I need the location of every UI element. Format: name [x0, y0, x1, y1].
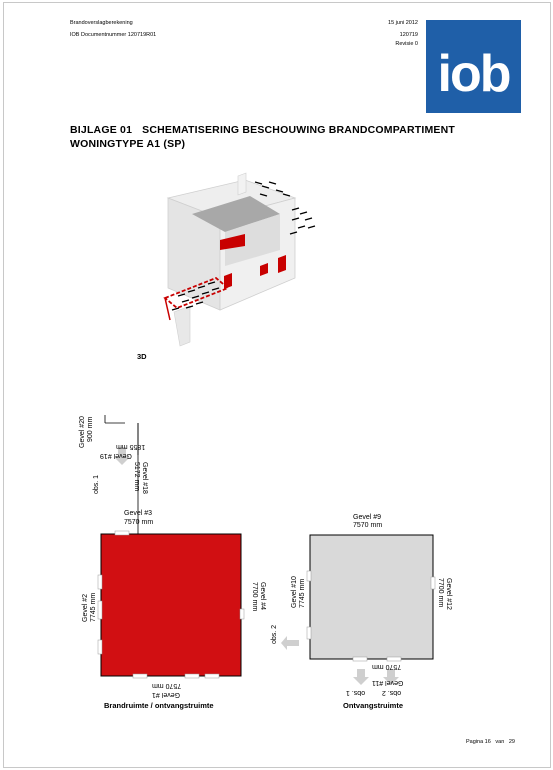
- gevel18-dim: 5172 mm: [133, 462, 140, 492]
- header-revision: Revisie 0: [395, 41, 418, 47]
- gevel11-dim: 7570 mm: [372, 663, 402, 670]
- gevel20-label: Gevel #20: [79, 416, 86, 448]
- gevel3-label: Gevel #3: [124, 510, 153, 517]
- header-project-number: 120719: [399, 32, 418, 38]
- plan-left-caption: Brandruimte / ontvangstruimte: [104, 701, 214, 710]
- obs2-side-label: obs. 2: [271, 624, 278, 644]
- gevel20-dim: 900 mm: [87, 416, 94, 442]
- plan-left-drawing: [85, 395, 265, 695]
- gevel12-label: Gevel #12: [445, 578, 452, 610]
- gevel19-label: Gevel #19: [100, 452, 132, 459]
- gevel4-dim: 7700 mm: [251, 582, 258, 612]
- 3d-view-illustration: [150, 170, 325, 355]
- page-footer: Pagina 16 van 29: [466, 739, 515, 745]
- obs1-left-label: obs. 1: [93, 474, 100, 494]
- gevel19-dim: 1855 mm: [116, 443, 146, 450]
- plan-right-drawing: [275, 525, 445, 710]
- gevel3-dim: 7570 mm: [124, 519, 154, 526]
- gevel10-label: Gevel #10: [291, 576, 298, 608]
- iob-logo: iob: [426, 20, 521, 113]
- gevel9-dim: 7570 mm: [353, 522, 383, 529]
- gevel12-dim: 7700 mm: [437, 578, 444, 608]
- gevel9-label: Gevel #9: [353, 514, 382, 521]
- header-date: 15 juni 2012: [388, 20, 418, 26]
- gevel4-label: Gevel #4: [259, 582, 266, 611]
- obs2-right-label: obs. 2: [382, 689, 402, 696]
- plan-right-caption: Ontvangstruimte: [343, 701, 404, 710]
- header-doc-title: Brandoverslagberekening: [70, 20, 133, 26]
- gevel11-label: Gevel #11: [372, 679, 404, 686]
- 3d-label: 3D: [137, 352, 147, 361]
- gevel1-dim: 7570 mm: [152, 682, 182, 689]
- page-title: BIJLAGE 01 SCHEMATISERING BESCHOUWING BRANDCOMPARTIMENT WONINGTYPE A1 (SP): [70, 124, 456, 150]
- obs1-right-label: obs. 1: [346, 689, 366, 696]
- gevel2-label: Gevel #2: [82, 593, 89, 622]
- gevel2-dim: 7745 mm: [90, 592, 97, 622]
- gevel18-label: Gevel #18: [141, 462, 148, 494]
- header-doc-number: IOB Documentnummer 120719R01: [70, 32, 157, 38]
- gevel1-label: Gevel #1: [152, 691, 181, 698]
- gevel10-dim: 7745 mm: [299, 578, 306, 608]
